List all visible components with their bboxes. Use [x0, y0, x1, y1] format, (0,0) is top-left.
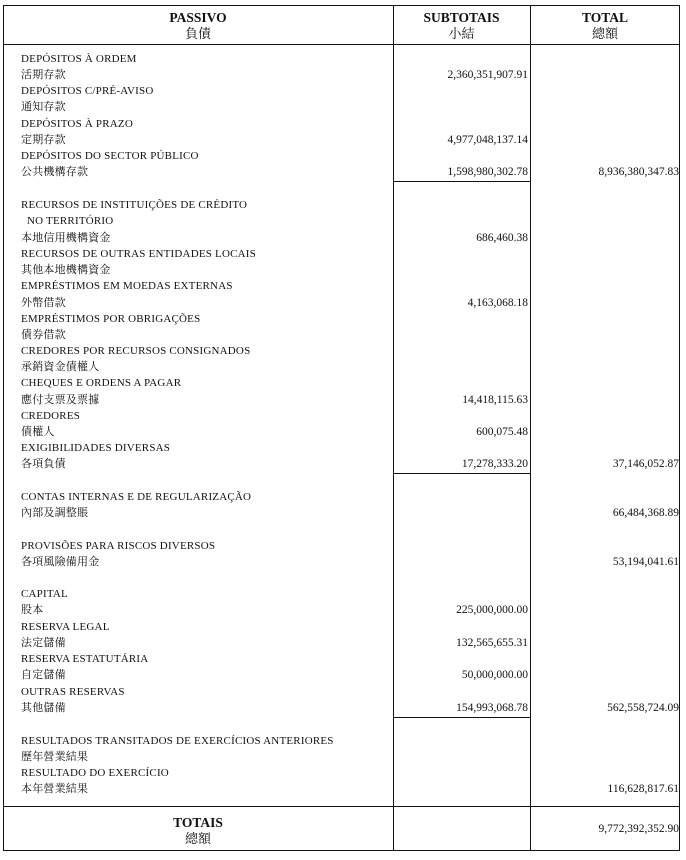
header-passivo [3, 10, 393, 42]
row-label: 債券借款 [21, 329, 66, 341]
footer-divider [3, 806, 680, 807]
row-label: 本年營業結果 [21, 783, 89, 795]
row-subtotal: 4,977,048,137.14 [447, 134, 528, 146]
row-total: 53,194,041.61 [612, 556, 679, 568]
row-subtotal: 1,598,980,302.78 [447, 166, 528, 178]
row-label: NO TERRITÓRIO [27, 215, 114, 227]
header-subtotais-zh: 小結 [448, 26, 475, 41]
row-label: 其他儲備 [21, 702, 66, 714]
row-label: RESERVA LEGAL [21, 621, 110, 633]
row-subtotal: 686,460.38 [476, 232, 528, 244]
row-subtotal: 14,418,115.63 [462, 394, 528, 406]
row-label: 各項負債 [21, 458, 66, 470]
row-label: 本地信用機構資金 [21, 232, 111, 244]
column-divider-1 [393, 5, 394, 851]
footer-totais-zh: 總額 [184, 831, 211, 846]
row-label: DEPÓSITOS À PRAZO [21, 118, 133, 130]
row-subtotal: 600,075.48 [476, 426, 528, 438]
header-total-label: TOTAL [581, 10, 629, 25]
row-label: CREDORES POR RECURSOS CONSIGNADOS [21, 345, 251, 357]
row-label: EMPRÉSTIMOS EM MOEDAS EXTERNAS [21, 280, 233, 292]
row-label: 定期存款 [21, 134, 66, 146]
row-subtotal: 17,278,333.20 [461, 458, 528, 470]
row-label: RESULTADOS TRANSITADOS DE EXERCÍCIOS ANTERIORES [21, 735, 334, 747]
row-label: 公共機構存款 [21, 166, 89, 178]
subtotal-rule-3 [393, 717, 530, 718]
row-label: DEPÓSITOS DO SECTOR PÚBLICO [21, 150, 199, 162]
grand-total: 9,772,392,352.90 [598, 823, 679, 835]
balance-sheet-frame [3, 5, 680, 851]
row-label: EXIGIBILIDADES DIVERSAS [21, 442, 171, 454]
row-label: PROVISÕES PARA RISCOS DIVERSOS [21, 540, 216, 552]
row-total: 8,936,380,347.83 [598, 166, 679, 178]
row-subtotal: 2,360,351,907.91 [447, 69, 528, 81]
row-label: 應付支票及票據 [21, 394, 100, 406]
row-label: EMPRÉSTIMOS POR OBRIGAÇÕES [21, 313, 201, 325]
footer-totais [3, 815, 393, 847]
footer-totais-label: TOTAIS [173, 815, 223, 830]
row-label: CHEQUES E ORDENS A PAGAR [21, 377, 182, 389]
row-subtotal: 4,163,068.18 [467, 297, 528, 309]
row-label: 歷年營業結果 [21, 751, 89, 763]
row-subtotal: 132,565,655.31 [456, 637, 528, 649]
header-passivo-zh: 負債 [184, 26, 211, 41]
row-label: 其他本地機構資金 [21, 264, 111, 276]
column-divider-2 [530, 5, 531, 851]
row-label: RESULTADO DO EXERCÍCIO [21, 767, 169, 779]
row-total: 37,146,052.87 [612, 458, 679, 470]
row-label: RECURSOS DE INSTITUIÇÕES DE CRÉDITO [21, 199, 248, 211]
row-label: 股本 [21, 604, 44, 616]
row-label: CONTAS INTERNAS E DE REGULARIZAÇÃO [21, 491, 252, 503]
header-subtotais [393, 10, 530, 42]
row-total: 562,558,724.09 [607, 702, 679, 714]
row-label: OUTRAS RESERVAS [21, 686, 125, 698]
row-label: 自定儲備 [21, 669, 66, 681]
row-label: 承銷資金債權人 [21, 361, 100, 373]
row-subtotal: 154,993,068.78 [456, 702, 528, 714]
header-subtotais-label: SUBTOTAIS [423, 10, 500, 25]
row-label: DEPÓSITOS À ORDEM [21, 53, 137, 65]
header-divider [3, 44, 680, 45]
row-subtotal: 225,000,000.00 [456, 604, 528, 616]
header-passivo-label: PASSIVO [169, 10, 227, 25]
row-label: 內部及調整賬 [21, 507, 89, 519]
row-total: 116,628,817.61 [607, 783, 679, 795]
row-label: DEPÓSITOS C/PRÉ-AVISO [21, 85, 154, 97]
row-total: 66,484,368.89 [612, 507, 679, 519]
header-total [530, 10, 680, 42]
row-label: RESERVA ESTATUTÁRIA [21, 653, 149, 665]
row-label: 債權人 [21, 426, 55, 438]
row-label: CAPITAL [21, 588, 68, 600]
row-label: 法定儲備 [21, 637, 66, 649]
row-label: RECURSOS DE OUTRAS ENTIDADES LOCAIS [21, 248, 256, 260]
row-label: CREDORES [21, 410, 81, 422]
row-label: 各項風險備用金 [21, 556, 100, 568]
subtotal-rule-1 [393, 181, 530, 182]
row-subtotal: 50,000,000.00 [461, 669, 528, 681]
header-total-zh: 總額 [591, 26, 618, 41]
row-label: 活期存款 [21, 69, 66, 81]
subtotal-rule-2 [393, 473, 530, 474]
row-label: 外幣借款 [21, 297, 66, 309]
row-label: 通知存款 [21, 101, 66, 113]
